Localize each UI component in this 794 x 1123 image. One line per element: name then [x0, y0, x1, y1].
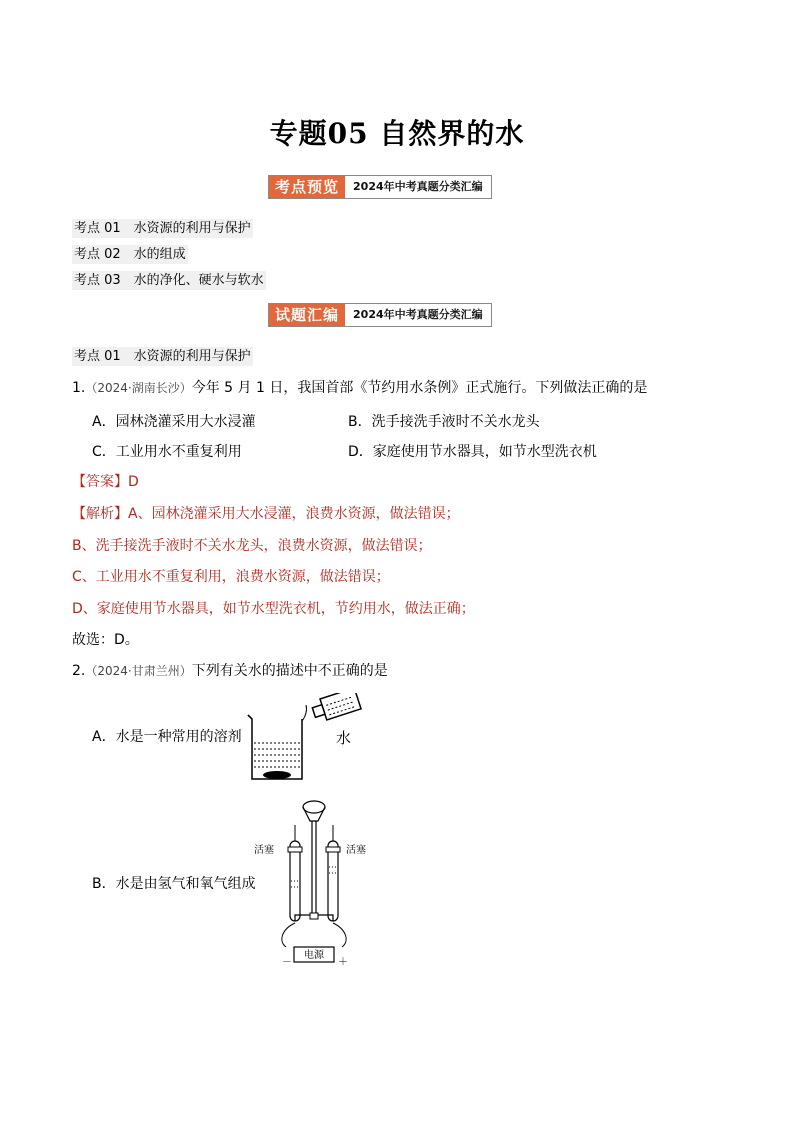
- analysis-line-4: D、家庭使用节水器具，如节水型洗衣机，节约用水，做法正确；: [72, 601, 475, 617]
- electrolysis-figure: [252, 795, 382, 967]
- kaodian-item-1: 考点 01 水资源的利用与保护: [74, 221, 251, 236]
- question-number: 2.: [72, 663, 86, 679]
- question-text: 今年 5 月 1 日，我国首部《节约用水条例》正式施行。下列做法正确的是: [191, 380, 648, 396]
- section-heading: 考点 01 水资源的利用与保护: [74, 349, 251, 364]
- analysis-line-1: [72, 504, 460, 524]
- page-title: 专题05 自然界的水: [269, 117, 525, 150]
- question-source: （2024·甘肃兰州）: [85, 664, 192, 678]
- option-d: D．家庭使用节水器具，如节水型洗衣机: [348, 444, 597, 460]
- analysis-line-2: B、洗手接洗手液时不关水龙头，浪费水资源，做法错误；: [72, 538, 432, 554]
- question-source: （2024·湖南长沙）: [85, 381, 192, 395]
- banner-exercise-collection: [268, 303, 492, 327]
- left-valve-label: 活塞: [254, 845, 274, 856]
- answer-label: 【答案】: [72, 474, 128, 490]
- right-valve-label: 活塞: [346, 845, 366, 856]
- option-a: A．园林浇灌采用大水浸灌: [92, 414, 256, 430]
- banner-tag: 试题汇编: [269, 304, 345, 326]
- option-c: C．工业用水不重复利用: [92, 444, 242, 460]
- banner-subtitle: 2024年中考真题分类汇编: [353, 180, 483, 193]
- kaodian-item-2: 考点 02 水的组成: [74, 247, 186, 262]
- conclusion-line: 故选：D。: [72, 632, 139, 648]
- banner-kaodian-preview: [268, 175, 492, 199]
- question-2-stem: [72, 661, 388, 681]
- plus-sign: ＋: [338, 957, 348, 967]
- banner-tag: 考点预览: [269, 176, 345, 198]
- question-number: 1.: [72, 380, 86, 396]
- analysis-text: A、园林浇灌采用大水浸灌，浪费水资源，做法错误；: [128, 506, 460, 522]
- kaodian-item-3: 考点 03 水的净化、硬水与软水: [74, 273, 264, 288]
- option-b: B．水是由氢气和氧气组成: [92, 876, 256, 892]
- analysis-label: 【解析】: [72, 506, 128, 522]
- water-label: 水: [336, 729, 352, 747]
- banner-subtitle: 2024年中考真题分类汇编: [353, 308, 483, 321]
- question-text: 下列有关水的描述中不正确的是: [191, 663, 388, 679]
- power-label: 电源: [304, 950, 324, 961]
- option-b: B．洗手接洗手液时不关水龙头: [348, 414, 540, 430]
- beaker-figure: [242, 693, 372, 785]
- minus-sign: －: [282, 957, 292, 967]
- option-a: A．水是一种常用的溶剂: [92, 729, 242, 745]
- question-1-stem: [72, 378, 647, 398]
- answer-line: [72, 472, 139, 492]
- answer-value: D: [128, 474, 139, 490]
- analysis-line-3: C、工业用水不重复利用，浪费水资源，做法错误；: [72, 569, 390, 585]
